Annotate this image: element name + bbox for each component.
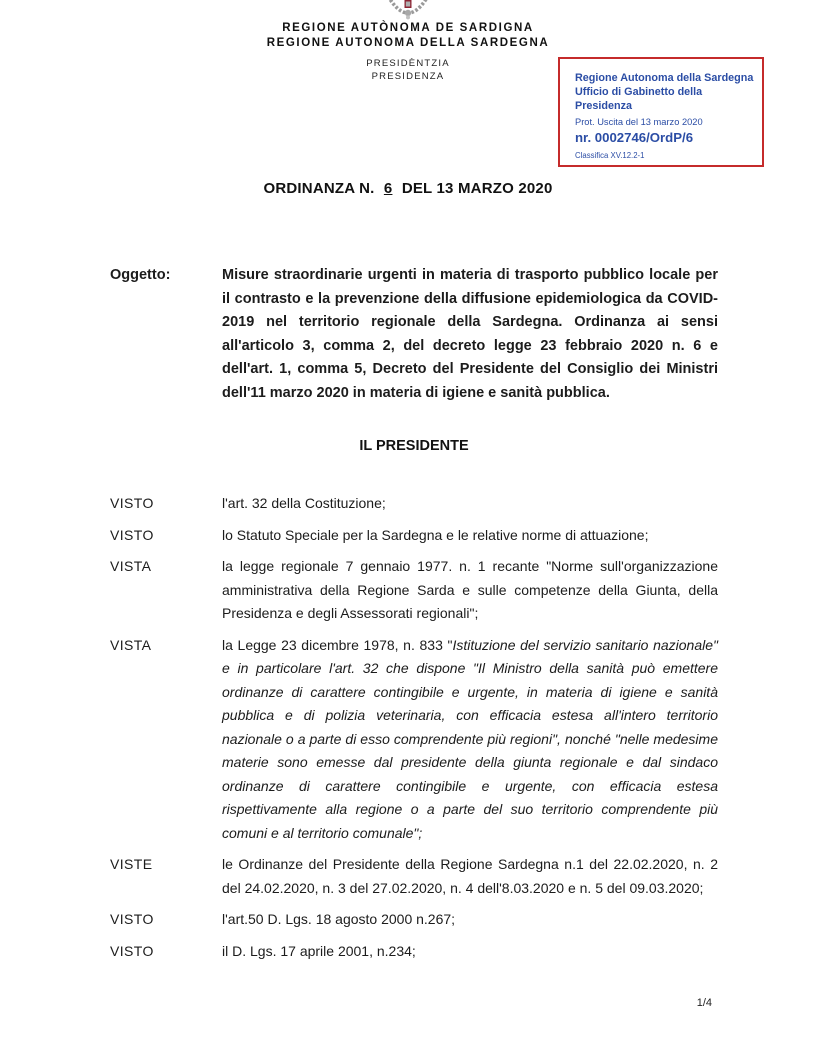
recital-text: l'art. 32 della Costituzione;	[222, 495, 386, 511]
ordinance-title-suffix: DEL 13 MARZO 2020	[401, 180, 553, 197]
page-number: 1/4	[696, 997, 712, 1009]
stamp-classification: Classifica XV.12.2-1	[575, 151, 645, 160]
recital-text: l'art.50 D. Lgs. 18 agosto 2000 n.267;	[222, 911, 456, 927]
recital-text: il D. Lgs. 17 aprile 2001, n.234;	[222, 942, 416, 959]
ordinance-number: 6	[383, 180, 393, 197]
recital-row	[110, 524, 718, 548]
recital-label: VISTO	[110, 495, 154, 511]
recital-row	[110, 853, 718, 900]
recital-text: la legge regionale 7 gennaio 1977. n. 1 recante "Norme sull'organizzazione amministrativa della Regione Sarda e sulle competenze della Giunta, della Presidenza e degli Assessorati regionali";	[222, 558, 718, 621]
recital-row	[110, 940, 718, 964]
recital-text: lo Statuto Speciale per la Sardegna e le relative norme di attuazione;	[222, 526, 649, 543]
recital-text-plain: la Legge 23 dicembre 1978, n. 833 "	[222, 636, 453, 653]
protocol-stamp	[558, 57, 764, 167]
recital-label: VISTO	[110, 526, 154, 543]
recital-label: VISTO	[110, 942, 154, 959]
region-name-italian: REGIONE AUTONOMA DELLA SARDEGNA	[266, 37, 550, 49]
region-name-sardinian: REGIONE AUTÒNOMA DE SARDIGNA	[282, 22, 534, 34]
recitals-list	[110, 492, 718, 971]
presidency-italian: PRESIDENZA	[371, 70, 445, 82]
stamp-organization: Regione Autonoma della Sardegna	[575, 72, 754, 84]
stamp-protocol-number: nr. 0002746/OrdP/6	[575, 130, 694, 145]
recital-label: VISTE	[110, 856, 153, 872]
presidency-sardinian: PRESIDÈNTZIA	[366, 58, 450, 69]
subject-text: Misure straordinarie urgenti in materia di trasporto pubblico locale per il contrasto e la prevenzione della diffusione epidemiologica da COVID-2019 nel territorio regionale della Sardegna. Ordinanza ai sensi all'articolo 3, comma 2, del decreto legge 23 febbraio 2020 n. 6 e dell'art. 1, comma 5, Decreto del Presidente del Consiglio dei Ministri dell'11 marzo 2020 in materia di igiene e sanità pubblica.	[222, 267, 718, 401]
ordinance-title-prefix: ORDINANZA N.	[263, 180, 375, 197]
subject-label: Oggetto:	[110, 267, 171, 283]
stamp-protocol-date: Prot. Uscita del 13 marzo 2020	[575, 117, 703, 127]
recital-text	[222, 634, 718, 846]
recital-text: le Ordinanze del Presidente della Regione Sardegna n.1 del 22.02.2020, n. 2 del 24.02.2020, n. 3 del 27.02.2020, n. 4 dell'8.03.2020 e n. 5 del 09.03.2020;	[222, 856, 718, 896]
recital-text-quote: Istituzione del servizio sanitario nazionale" e in particolare l'art. 32 che dispone "Il Ministro della sanità può emettere ordinanze di carattere contingibile e urgente, in materia di igiene e sanità pubblica e di polizia veterinaria, con efficacia estesa all'intero territorio nazionale o a parte di esso comprendente più regioni", nonché "nelle medesime materie sono emesse dal presidente della giunta regionale e dal sindaco ordinanze di carattere contingibile e urgente, con efficacia estesa rispettivamente alla regione o a parte del suo territorio comprendente più comuni e al territorio comunale";	[222, 636, 719, 841]
recital-row	[110, 908, 718, 932]
subject-block	[110, 264, 718, 405]
ordinance-title	[0, 180, 816, 197]
stamp-office: Ufficio di Gabinetto della Presidenza	[575, 86, 703, 112]
recital-row	[110, 555, 718, 626]
recital-label: VISTO	[110, 911, 154, 927]
recital-row	[110, 492, 718, 516]
section-heading-president: IL PRESIDENTE	[359, 438, 469, 454]
recital-label: VISTA	[110, 636, 152, 653]
recital-row	[110, 634, 718, 846]
recital-label: VISTA	[110, 558, 152, 574]
